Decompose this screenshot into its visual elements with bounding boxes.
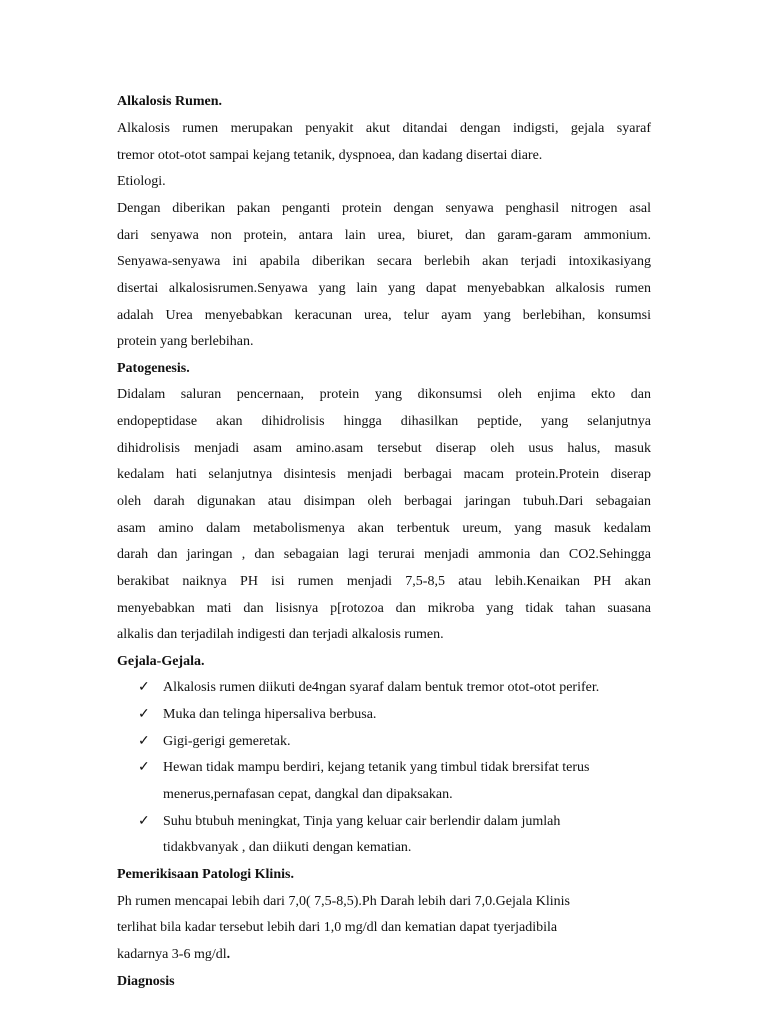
intro-line: Alkalosis rumen merupakan penyakit akut ditandai dengan indigsti, gejala syaraf xyxy=(117,121,651,136)
pemeriksaan-line: Ph rumen mencapai lebih dari 7,0( 7,5-8,5).Ph Darah lebih dari 7,0.Gejala Klinis xyxy=(117,894,570,909)
check-icon: ✓ xyxy=(138,734,150,749)
check-icon: ✓ xyxy=(138,707,150,722)
patogenesis-line: endopeptidase akan dihidrolisis hingga dihasilkan peptide, yang selanjutnya xyxy=(117,414,651,429)
etiologi-line: Dengan diberikan pakan penganti protein dengan senyawa penghasil nitrogen asal xyxy=(117,201,651,216)
etiologi-line: protein yang berlebihan. xyxy=(117,334,254,349)
gejala-item: Suhu btubuh meningkat, Tinja yang keluar cair berlendir dalam jumlah xyxy=(163,814,561,829)
patogenesis-line: kedalam hati selanjutnya disintesis menjadi berbagai macam protein.Protein diserap xyxy=(117,467,651,482)
heading-patogenesis: Patogenesis. xyxy=(117,361,190,376)
etiologi-label: Etiologi. xyxy=(117,174,166,189)
heading-alkalosis-rumen: Alkalosis Rumen. xyxy=(117,94,223,109)
gejala-item-continued: tidakbvanyak , dan diikuti dengan kematian. xyxy=(163,840,412,855)
gejala-item: Muka dan telinga hipersaliva berbusa. xyxy=(163,707,377,722)
patogenesis-line: menyebabkan mati dan lisisnya p[rotozoa dan mikroba yang tidak tahan suasana xyxy=(117,601,651,616)
check-icon: ✓ xyxy=(138,814,150,829)
etiologi-line: adalah Urea menyebabkan keracunan urea, telur ayam yang berlebihan, konsumsi xyxy=(117,308,651,323)
intro-line: tremor otot-otot sampai kejang tetanik, dyspnoea, dan kadang disertai diare. xyxy=(117,148,543,163)
pemeriksaan-period: . xyxy=(226,947,231,962)
pemeriksaan-line: terlihat bila kadar tersebut lebih dari 1,0 mg/dl dan kematian dapat tyerjadibila xyxy=(117,920,558,935)
heading-gejala: Gejala-Gejala. xyxy=(117,654,205,669)
patogenesis-line: asam amino dalam metabolismenya akan terbentuk ureum, yang masuk kedalam xyxy=(117,521,651,536)
patogenesis-line: oleh darah digunakan atau disimpan oleh berbagai jaringan tubuh.Dari sebagaian xyxy=(117,494,651,509)
patogenesis-line: darah dan jaringan , dan sebagaian lagi terurai menjadi ammonia dan CO2.Sehingga xyxy=(117,547,651,562)
patogenesis-line: berakibat naiknya PH isi rumen menjadi 7,5-8,5 atau lebih.Kenaikan PH akan xyxy=(117,574,651,589)
etiologi-line: disertai alkalosisrumen.Senyawa yang lain yang dapat menyebabkan alkalosis rumen xyxy=(117,281,651,296)
pemeriksaan-text: kadarnya 3-6 mg/dl xyxy=(117,947,227,962)
gejala-item: Hewan tidak mampu berdiri, kejang tetanik yang timbul tidak brersifat terus xyxy=(163,760,590,775)
patogenesis-line: alkalis dan terjadilah indigesti dan terjadi alkalosis rumen. xyxy=(117,627,444,642)
patogenesis-line: Didalam saluran pencernaan, protein yang dikonsumsi oleh enjima ekto dan xyxy=(117,387,651,402)
gejala-item-continued: menerus,pernafasan cepat, dangkal dan dipaksakan. xyxy=(163,787,453,802)
patogenesis-line: dihidrolisis menjadi asam amino.asam tersebut diserap oleh usus halus, masuk xyxy=(117,441,651,456)
gejala-item: Gigi-gerigi gemeretak. xyxy=(163,734,291,749)
gejala-item: Alkalosis rumen diikuti de4ngan syaraf dalam bentuk tremor otot-otot perifer. xyxy=(163,680,600,695)
etiologi-line: Senyawa-senyawa ini apabila diberikan secara berlebih akan terjadi intoxikasiyang xyxy=(117,254,651,269)
pemeriksaan-line-last xyxy=(117,945,651,965)
check-icon: ✓ xyxy=(138,680,150,695)
heading-pemeriksaan: Pemerikisaan Patologi Klinis. xyxy=(117,867,294,882)
heading-diagnosis: Diagnosis xyxy=(117,974,175,989)
etiologi-line: dari senyawa non protein, antara lain urea, biuret, dan garam-garam ammonium. xyxy=(117,228,651,243)
check-icon: ✓ xyxy=(138,760,150,775)
